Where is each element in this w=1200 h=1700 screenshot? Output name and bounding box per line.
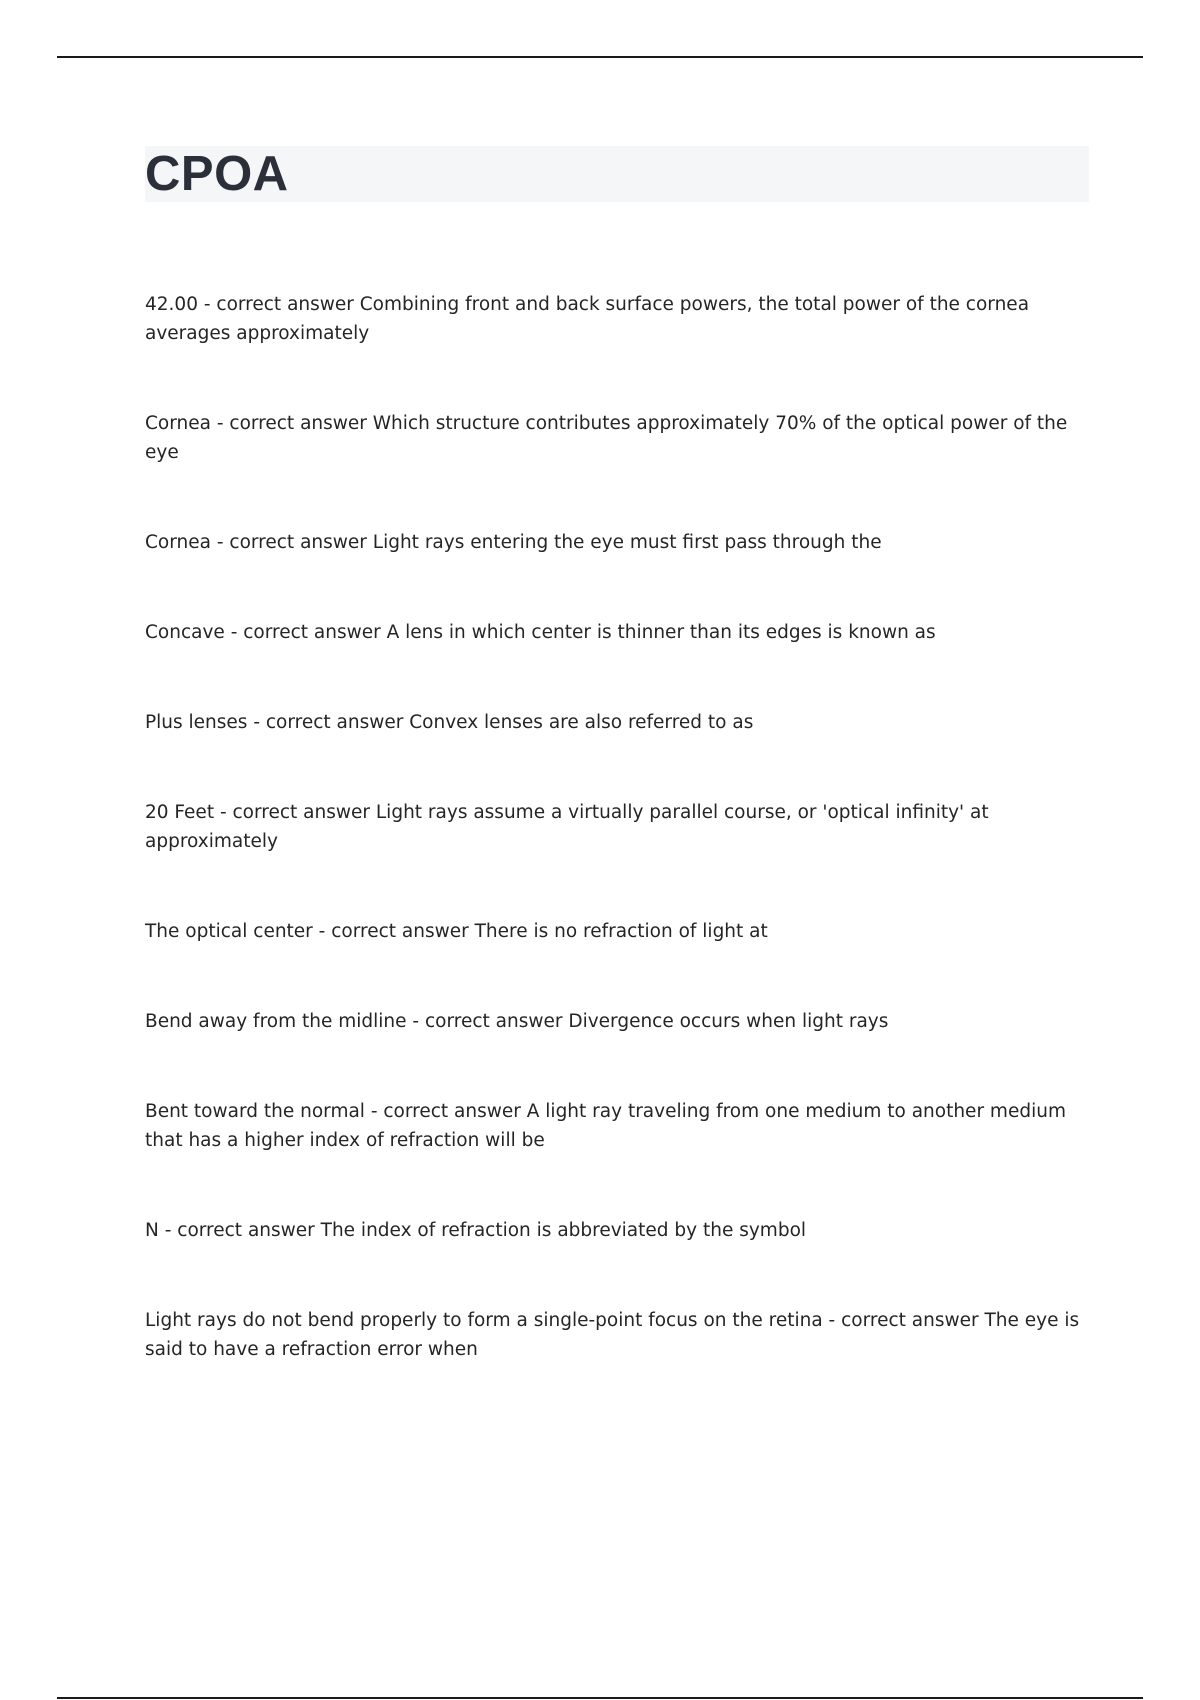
qa-separator: - correct answer bbox=[158, 1220, 321, 1241]
qa-question: There is no refraction of light at bbox=[474, 921, 768, 942]
qa-answer: Light rays do not bend properly to form a single-point focus on the retina bbox=[145, 1310, 823, 1331]
bottom-divider bbox=[57, 1697, 1143, 1699]
qa-answer: N bbox=[145, 1220, 159, 1241]
qa-separator: - correct answer bbox=[210, 532, 373, 553]
qa-answer: 42.00 bbox=[145, 294, 198, 315]
qa-item bbox=[145, 1306, 1090, 1364]
qa-answer: Plus lenses bbox=[145, 712, 248, 733]
title-band bbox=[145, 146, 1089, 202]
qa-answer: 20 Feet bbox=[145, 802, 215, 823]
qa-item bbox=[145, 528, 1090, 557]
qa-answer: Bent toward the normal bbox=[145, 1101, 365, 1122]
qa-item bbox=[145, 708, 1090, 737]
qa-item bbox=[145, 1007, 1090, 1036]
qa-separator: - correct answer bbox=[312, 921, 475, 942]
qa-question: Convex lenses are also referred to as bbox=[409, 712, 754, 733]
qa-question: The eye is said to have a refraction error when bbox=[145, 1310, 1080, 1360]
qa-question: Light rays assume a virtually parallel course, or 'optical infinity' at approximately bbox=[145, 802, 989, 852]
top-divider bbox=[57, 56, 1143, 58]
qa-answer: Cornea bbox=[145, 532, 211, 553]
qa-list bbox=[145, 290, 1090, 1425]
qa-separator: - correct answer bbox=[247, 712, 410, 733]
qa-question: The index of refraction is abbreviated by the symbol bbox=[320, 1220, 807, 1241]
qa-separator: - correct answer bbox=[406, 1011, 569, 1032]
qa-question: Which structure contributes approximately 70% of the optical power of the eye bbox=[145, 413, 1068, 463]
qa-separator: - correct answer bbox=[210, 413, 373, 434]
qa-question: A light ray traveling from one medium to another medium that has a higher index of refraction will be bbox=[145, 1101, 1066, 1151]
qa-answer: The optical center bbox=[145, 921, 313, 942]
qa-answer: Cornea bbox=[145, 413, 211, 434]
qa-item bbox=[145, 798, 1090, 856]
page-title: CPOA bbox=[145, 147, 289, 201]
qa-item bbox=[145, 917, 1090, 946]
qa-item bbox=[145, 409, 1090, 467]
qa-item bbox=[145, 1216, 1090, 1245]
qa-item bbox=[145, 290, 1090, 348]
qa-separator: - correct answer bbox=[224, 622, 387, 643]
qa-separator: - correct answer bbox=[364, 1101, 527, 1122]
qa-separator: - correct answer bbox=[822, 1310, 985, 1331]
qa-separator: - correct answer bbox=[214, 802, 376, 823]
qa-separator: - correct answer bbox=[197, 294, 360, 315]
qa-question: Light rays entering the eye must first pass through the bbox=[372, 532, 882, 553]
qa-answer: Bend away from the midline bbox=[145, 1011, 407, 1032]
qa-question: A lens in which center is thinner than its edges is known as bbox=[386, 622, 936, 643]
qa-question: Divergence occurs when light rays bbox=[568, 1011, 889, 1032]
qa-answer: Concave bbox=[145, 622, 225, 643]
qa-question: Combining front and back surface powers, the total power of the cornea averages approximately bbox=[145, 294, 1030, 344]
qa-item bbox=[145, 1097, 1090, 1155]
qa-item bbox=[145, 618, 1090, 647]
